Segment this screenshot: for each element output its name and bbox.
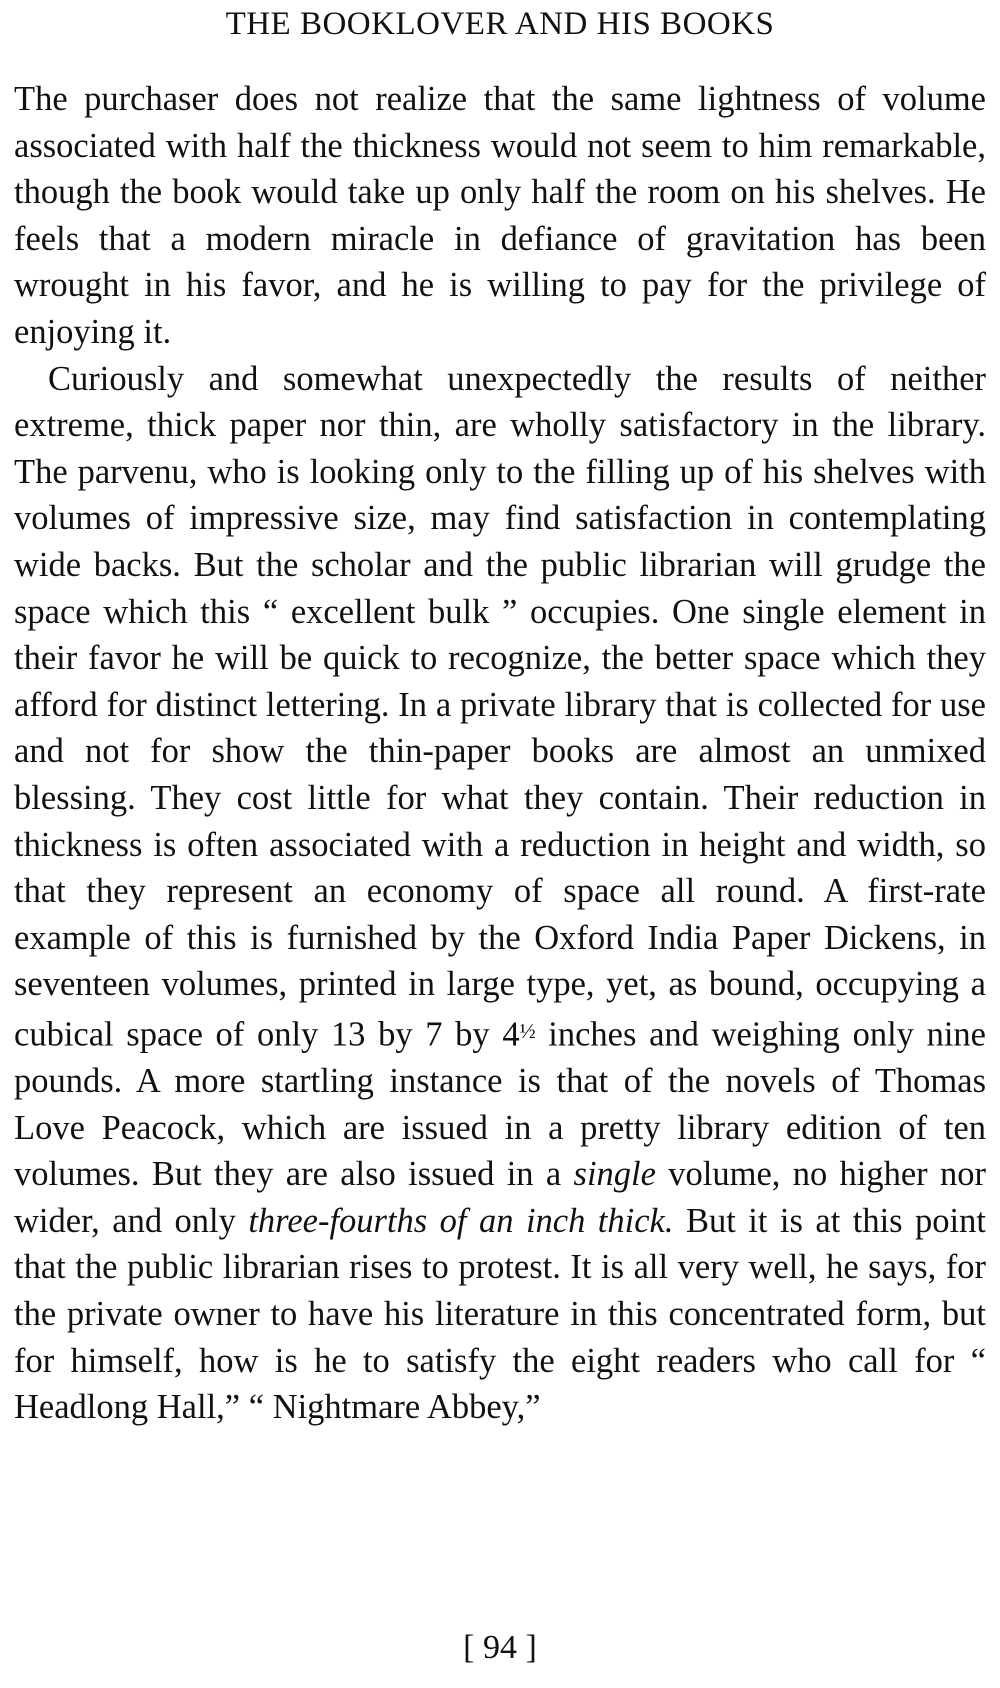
fraction-half: ½ bbox=[519, 1018, 536, 1043]
paragraph-2-part-d: But it is at this point that the public librarian rises to protest. It is all very well, he says, for the private owner to have his literature in this concentrated form, but for himself, how is he to satisfy the eight readers who call for “ Headlong Hall,” “ Nightmare Abbey,” bbox=[14, 1201, 986, 1427]
paragraph-1: The purchaser does not realize that the same lightness of volume associated with half the thickness would not seem to him remarkable, though the book would take up only half the room on his shelves. He feels that a modern miracle in defiance of gravitation has been wrought in his favor, and he is willing to pay for the privilege of enjoying it. bbox=[14, 80, 986, 351]
page-number: [ 94 ] bbox=[463, 1629, 537, 1666]
paragraph-2-part-a: Curiously and somewhat unexpectedly the results of neither extreme, thick paper nor thin, are wholly satisfactory in the library. The parvenu, who is looking only to the filling up of his shelves with volumes of impressive size, may find satisfaction in contemplating wide backs. But the scholar and the public librarian will grudge the space which this “ excellent bulk ” occupies. One single element in their favor he will be quick to recognize, the better space which they afford for distinct lettering. In a private library that is collected for use and not for show the thin-paper books are almost an unmixed blessing. They cost little for what they contain. Their reduction in thickness is often associated with a reduction in height and width, so that they represent an economy of space all round. A first-rate example of this is furnished by the Oxford India Paper Dickens, in seventeen volumes, printed in large type, yet, as bound, occupying a cubical space of only 13 by 7 by 4 bbox=[14, 359, 986, 1054]
italic-three-fourths: three-fourths of an inch thick. bbox=[248, 1201, 674, 1240]
paragraph-2-part-b: inches and weighing only nine pounds. A more startling instance is that of the novels of Thomas Love Peacock, which are issued in a pretty library edition of ten volumes. But they are also issued in a bbox=[14, 1015, 986, 1194]
paragraph-2-part-c: volume, no higher nor wider, and only bbox=[14, 1155, 986, 1240]
running-head: THE BOOKLOVER AND HIS BOOKS bbox=[225, 6, 775, 42]
paragraph-2 bbox=[14, 356, 986, 1431]
italic-single: single bbox=[573, 1155, 656, 1194]
body-text bbox=[14, 76, 986, 1431]
